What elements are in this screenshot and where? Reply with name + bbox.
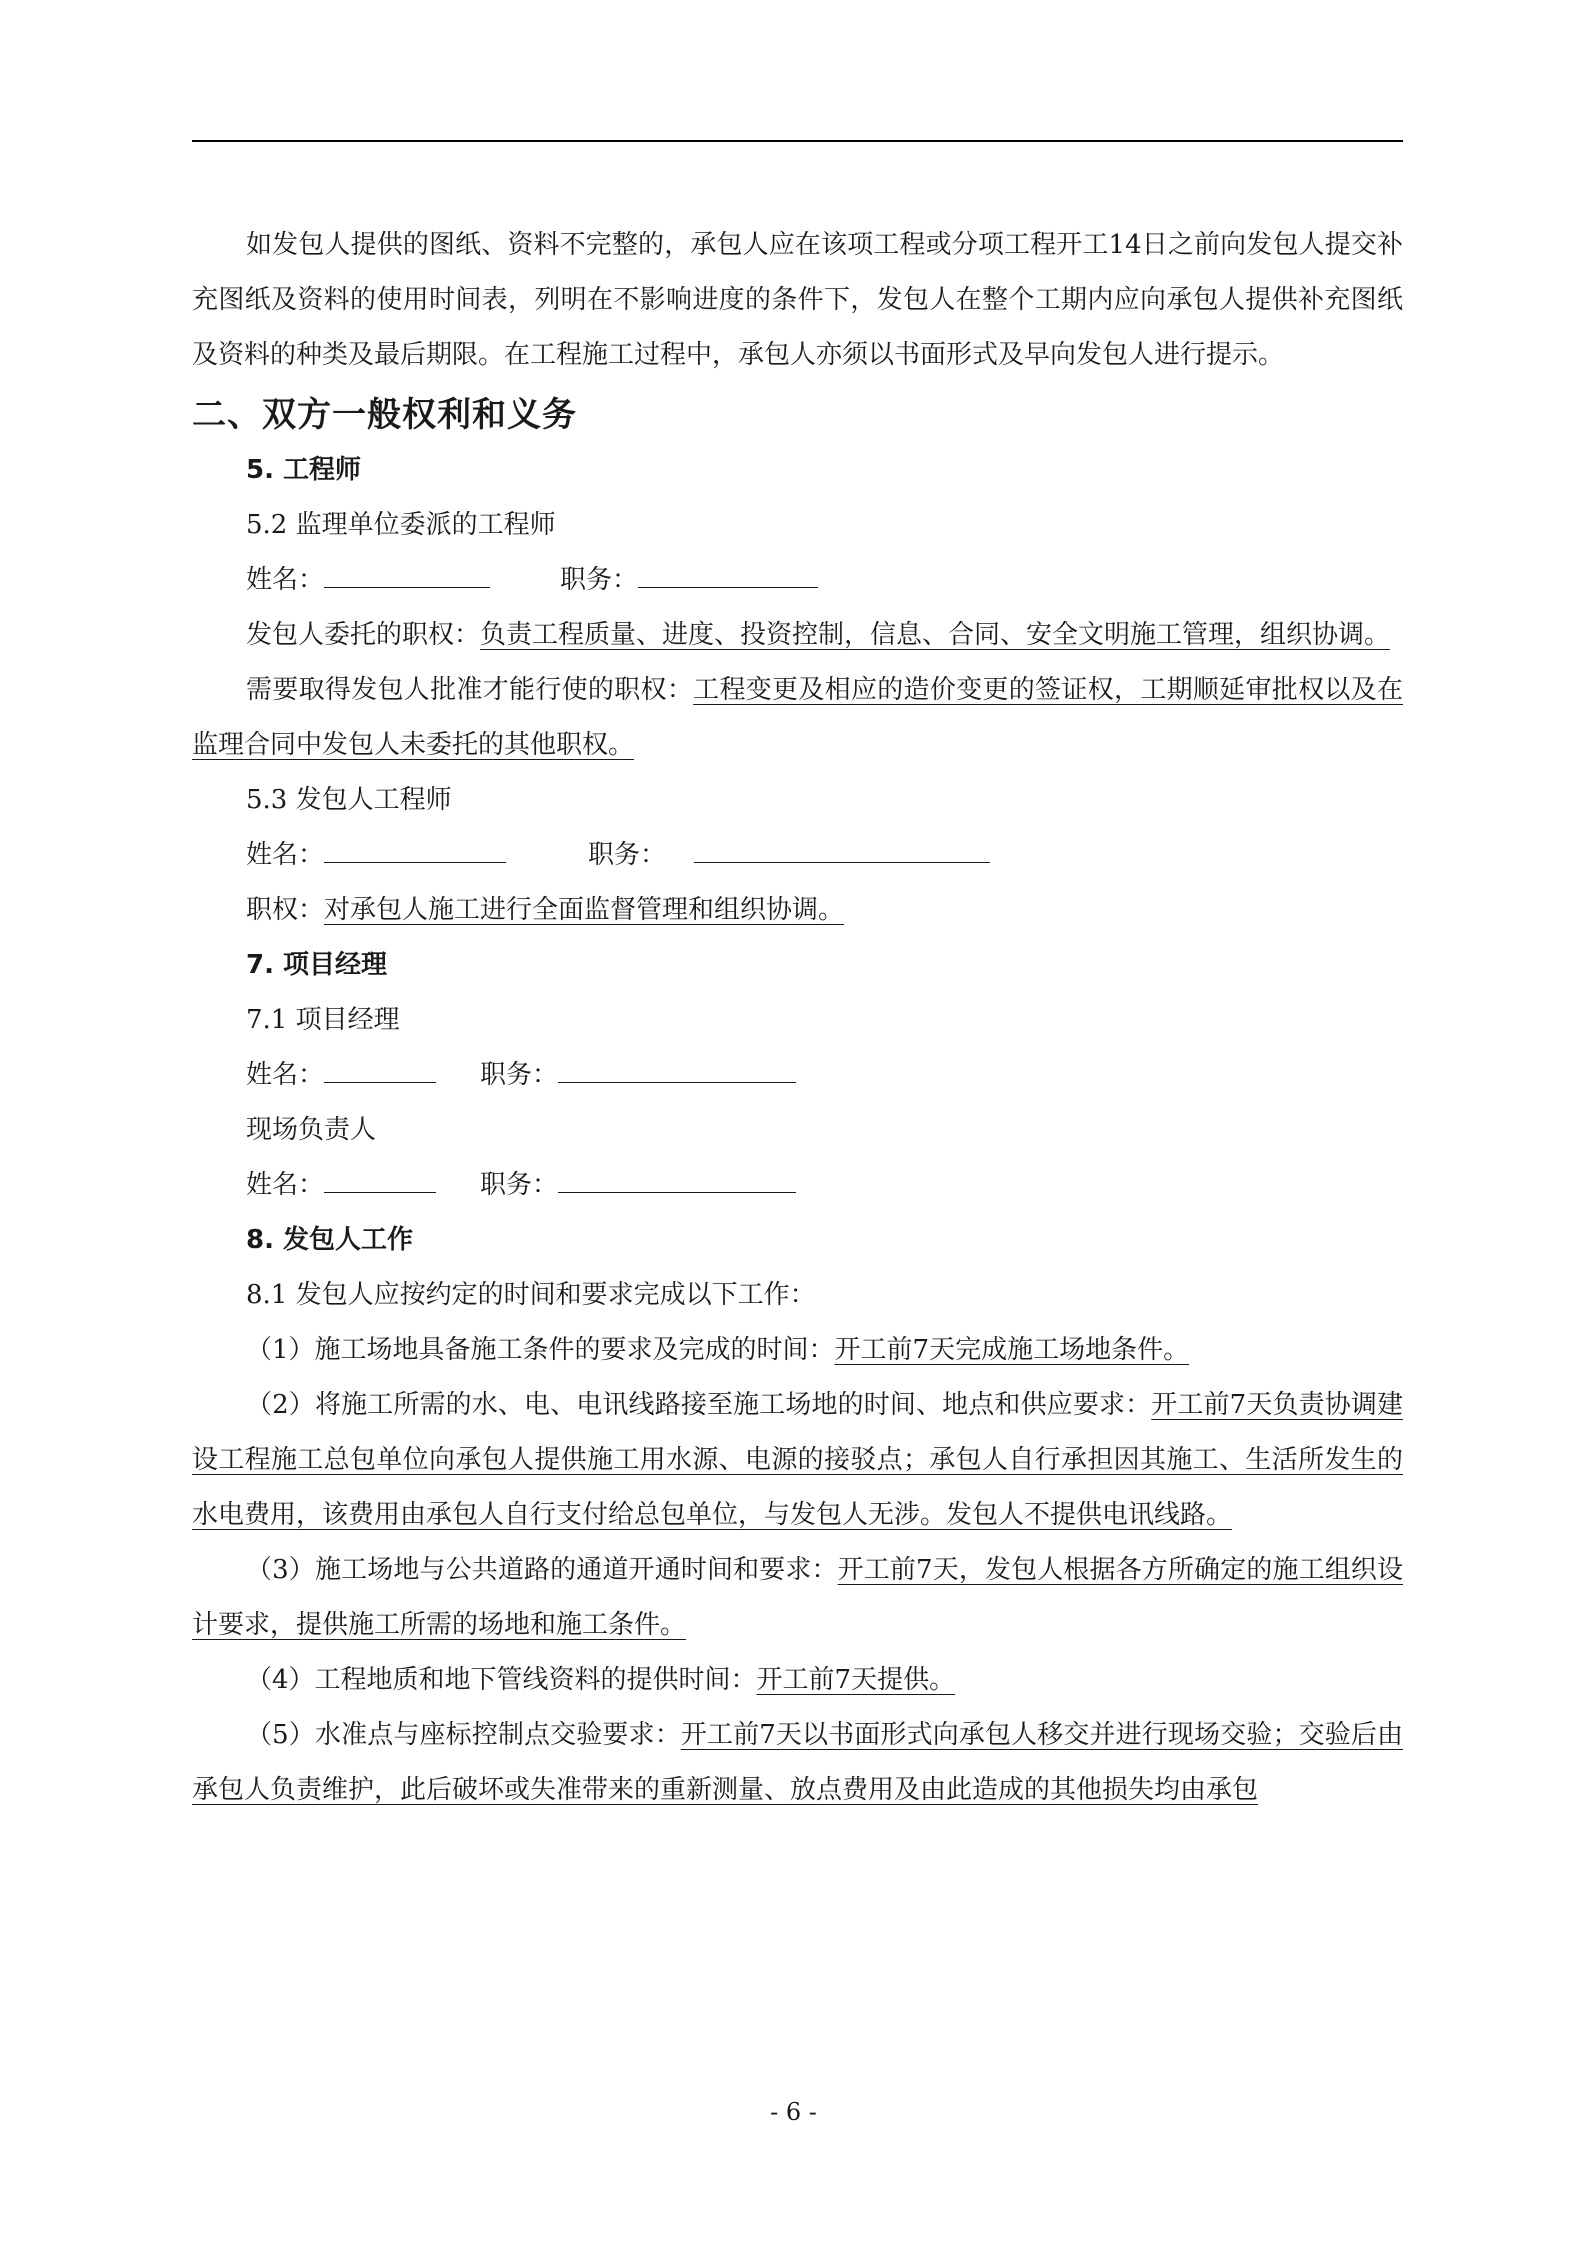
name-label: 姓名： bbox=[246, 840, 325, 870]
delegated-authority bbox=[192, 608, 1403, 663]
owner-engineer-authority-label: 职权： bbox=[246, 895, 325, 925]
heading-8: 8. 发包人工作 bbox=[246, 1225, 414, 1255]
owner-work-item-1 bbox=[192, 1323, 1403, 1378]
duty-blank[interactable] bbox=[558, 1170, 796, 1193]
duty-blank[interactable] bbox=[638, 565, 818, 588]
name-blank[interactable] bbox=[324, 1060, 436, 1083]
item-value: 开工前7天提供。 bbox=[756, 1665, 956, 1695]
page-number: - 6 - bbox=[770, 2098, 817, 2126]
owner-engineer-authority-value: 对承包人施工进行全面监督管理和组织协调。 bbox=[324, 895, 845, 925]
approval-authority-value: 工程变更及相应的造价变更的签证权，工期顺延审批权以及在监理合同中发包人未委托的其他职权。 bbox=[192, 675, 1403, 760]
heading-5-2: 5.2 监理单位委派的工程师 bbox=[246, 510, 556, 540]
name-blank[interactable] bbox=[324, 565, 490, 588]
document-body bbox=[192, 218, 1403, 1818]
item-value: 开工前7天以书面形式向承包人移交并进行现场交验；交验后由承包人负责维护，此后破坏或失准带来的重新测量、放点费用及由此造成的其他损失均由承包 bbox=[192, 1720, 1403, 1805]
owner-work-item-2 bbox=[192, 1378, 1403, 1543]
item-label: （4）工程地质和地下管线资料的提供时间： bbox=[246, 1665, 757, 1695]
delegated-authority-value: 负责工程质量、进度、投资控制，信息、合同、安全文明施工管理，组织协调。 bbox=[480, 620, 1391, 650]
pm-fields bbox=[192, 1048, 1403, 1103]
header-rule bbox=[192, 140, 1403, 142]
section-title: 二、双方一般权利和义务 bbox=[192, 395, 577, 435]
owner-work-item-5 bbox=[192, 1708, 1403, 1818]
heading-5-3: 5.3 发包人工程师 bbox=[246, 785, 452, 815]
approval-authority-label: 需要取得发包人批准才能行使的职权： bbox=[246, 675, 694, 705]
heading-7-1: 7.1 项目经理 bbox=[246, 1005, 400, 1035]
heading-8-1: 8.1 发包人应按约定的时间和要求完成以下工作： bbox=[246, 1280, 816, 1310]
intro-paragraph: 如发包人提供的图纸、资料不完整的，承包人应在该项工程或分项工程开工14日之前向发包人提交补充图纸及资料的使用时间表，列明在不影响进度的条件下，发包人在整个工期内应向承包人提供补充图纸及资料的种类及最后期限。在工程施工过程中，承包人亦须以书面形式及早向发包人进行提示。 bbox=[192, 230, 1403, 370]
duty-label: 职务： bbox=[560, 565, 639, 595]
item-label: （1）施工场地具备施工条件的要求及完成的时间： bbox=[246, 1335, 835, 1365]
site-lead-fields bbox=[192, 1158, 1403, 1213]
item-value: 开工前7天，发包人根据各方所确定的施工组织设计要求，提供施工所需的场地和施工条件。 bbox=[192, 1555, 1404, 1640]
item-label: （3）施工场地与公共道路的通道开通时间和要求： bbox=[246, 1555, 838, 1585]
engineer-fields-5-2 bbox=[192, 553, 1403, 608]
item-value: 开工前7天负责协调建设工程施工总包单位向承包人提供施工用水源、电源的接驳点；承包人自行承担因其施工、生活所发生的水电费用，该费用由承包人自行支付给总包单位，与发包人无涉。发包人不提供电讯线路。 bbox=[192, 1390, 1404, 1530]
duty-label: 职务： bbox=[480, 1170, 559, 1200]
item-label: （2）将施工所需的水、电、电讯线路接至施工场地的时间、地点和供应要求： bbox=[246, 1390, 1152, 1420]
item-value: 开工前7天完成施工场地条件。 bbox=[834, 1335, 1190, 1365]
owner-work-item-4 bbox=[192, 1653, 1403, 1708]
duty-label: 职务： bbox=[588, 840, 667, 870]
heading-7: 7. 项目经理 bbox=[246, 950, 388, 980]
name-label: 姓名： bbox=[246, 1170, 325, 1200]
delegated-authority-label: 发包人委托的职权： bbox=[246, 620, 481, 650]
duty-label: 职务： bbox=[480, 1060, 559, 1090]
site-lead-label: 现场负责人 bbox=[246, 1115, 377, 1145]
name-blank[interactable] bbox=[324, 840, 506, 863]
duty-blank[interactable] bbox=[694, 840, 990, 863]
engineer-fields-5-3 bbox=[192, 828, 1403, 883]
name-label: 姓名： bbox=[246, 1060, 325, 1090]
owner-engineer-authority bbox=[192, 883, 1403, 938]
owner-work-item-3 bbox=[192, 1543, 1403, 1653]
duty-blank[interactable] bbox=[558, 1060, 796, 1083]
approval-authority bbox=[192, 663, 1403, 773]
heading-5: 5. 工程师 bbox=[246, 455, 362, 485]
item-label: （5）水准点与座标控制点交验要求： bbox=[246, 1720, 681, 1750]
name-blank[interactable] bbox=[324, 1170, 436, 1193]
name-label: 姓名： bbox=[246, 565, 325, 595]
